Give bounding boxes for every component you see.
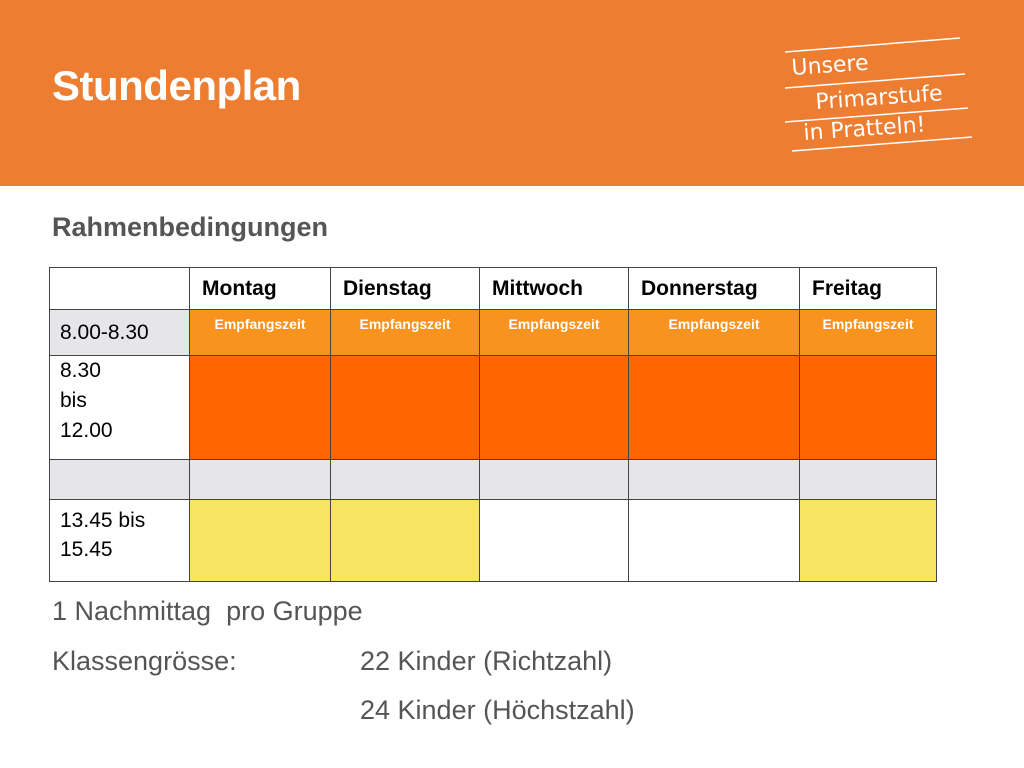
morning-cell-mittwoch: [480, 356, 629, 460]
empfang-cell-dienstag: Empfangszeit: [331, 310, 480, 356]
time-morning-end: 12.00: [60, 419, 113, 442]
table-header-row: [50, 268, 937, 310]
info-nachmittag-text: 1 Nachmittag pro Gruppe: [52, 596, 363, 626]
header-corner-cell: [50, 268, 190, 310]
morning-cell-dienstag: [331, 356, 480, 460]
logo-rule-1: [785, 38, 960, 52]
logo: [780, 30, 980, 160]
time-afternoon-end: 15.45: [60, 538, 113, 561]
day-header-freitag: Freitag: [800, 268, 937, 310]
page-title: Stundenplan: [52, 62, 301, 109]
info-hoechstzahl-line: [360, 695, 635, 726]
day-header-dienstag: Dienstag: [331, 268, 480, 310]
break-cell-mittwoch: [480, 460, 629, 500]
logo-graphic: [780, 30, 980, 160]
morning-cell-freitag: [800, 356, 937, 460]
time-cell-afternoon: [50, 500, 190, 582]
afternoon-cell-montag: [190, 500, 331, 582]
break-cell-montag: [190, 460, 331, 500]
morning-cell-donnerstag: [629, 356, 800, 460]
day-header-donnerstag: Donnerstag: [629, 268, 800, 310]
info-nachmittag: [52, 596, 363, 627]
break-cell-time: [50, 460, 190, 500]
morning-cell-montag: [190, 356, 331, 460]
afternoon-cell-mittwoch: [480, 500, 629, 582]
info-richtzahl: 22 Kinder (Richtzahl): [360, 646, 613, 676]
day-header-montag: Montag: [190, 268, 331, 310]
table-row-empfang: [50, 310, 937, 356]
table-row-morning: [50, 356, 937, 460]
afternoon-cell-donnerstag: [629, 500, 800, 582]
empfang-cell-montag: Empfangszeit: [190, 310, 331, 356]
time-cell-morning: [50, 356, 190, 460]
time-morning-bis: bis: [60, 389, 87, 412]
logo-line-1: Unsere: [790, 50, 870, 81]
break-cell-dienstag: [331, 460, 480, 500]
empfang-cell-donnerstag: Empfangszeit: [629, 310, 800, 356]
break-cell-donnerstag: [629, 460, 800, 500]
logo-line-2: Primarstufe: [814, 81, 944, 115]
time-cell-empfang: 8.00-8.30: [50, 310, 190, 356]
logo-line-3: in Pratteln!: [802, 112, 927, 146]
break-cell-freitag: [800, 460, 937, 500]
time-morning-start: 8.30: [60, 359, 101, 382]
info-hoechstzahl: 24 Kinder (Höchstzahl): [360, 695, 635, 725]
time-afternoon-start: 13.45 bis: [60, 509, 146, 532]
empfang-cell-mittwoch: Empfangszeit: [480, 310, 629, 356]
section-subtitle: Rahmenbedingungen: [52, 212, 328, 242]
empfang-cell-freitag: Empfangszeit: [800, 310, 937, 356]
table-row-afternoon: [50, 500, 937, 582]
schedule-table: [49, 267, 937, 582]
day-header-mittwoch: Mittwoch: [480, 268, 629, 310]
table-row-break: [50, 460, 937, 500]
afternoon-cell-dienstag: [331, 500, 480, 582]
info-klassengroesse-label: Klassengrösse:: [52, 646, 237, 676]
info-klassengroesse: [52, 646, 613, 677]
afternoon-cell-freitag: [800, 500, 937, 582]
